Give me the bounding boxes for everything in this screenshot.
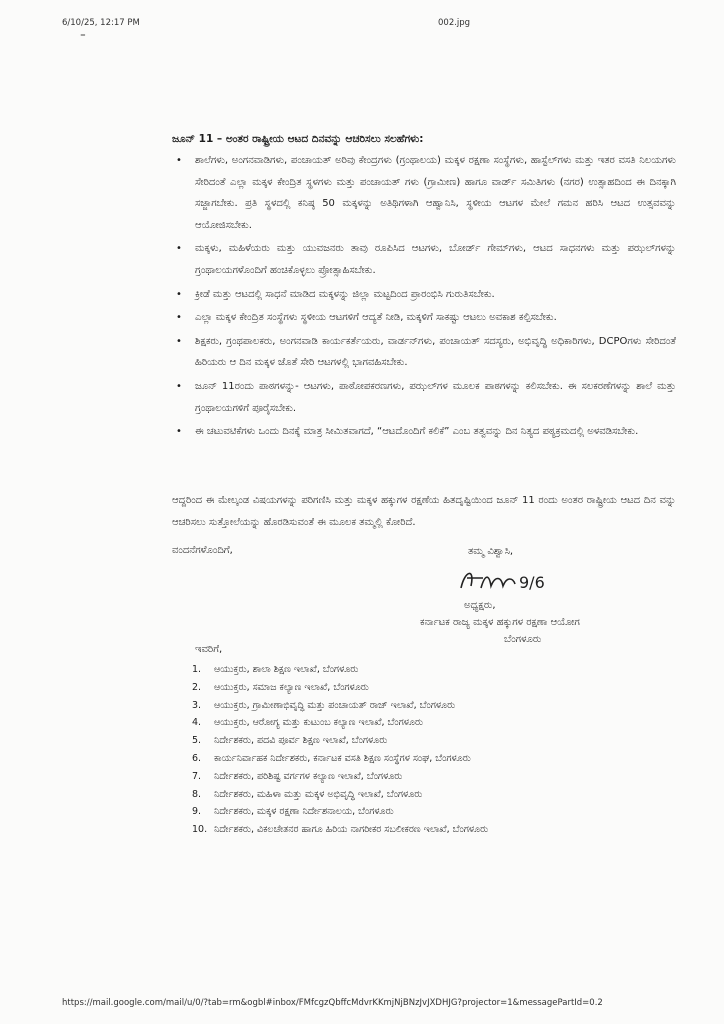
bullet-icon: • bbox=[176, 335, 182, 347]
pen-mark-icon: ⁼ bbox=[80, 30, 86, 43]
list-item: • ಕ್ರೀಡೆ ಮತ್ತು ಆಟದಲ್ಲಿ ಸಾಧನೆ ಮಾಡಿದ ಮಕ್ಕಳನ್ನು ಜಿಲ್ಲಾ ಮಟ್ಟದಿಂದ ಪ್ರಾರಂಭಿಸಿ ಗುರುತಿಸಬೇಕು. bbox=[170, 284, 676, 306]
signature-block bbox=[420, 540, 660, 650]
list-item: 9. ನಿರ್ದೇಶಕರು, ಮಕ್ಕಳ ರಕ್ಷಣಾ ನಿರ್ದೇಶನಾಲಯ, ಬೆಂಗಳೂರು bbox=[192, 806, 394, 818]
signature-icon bbox=[455, 564, 565, 600]
bullet-icon: • bbox=[176, 380, 182, 392]
list-item: 4. ಆಯುಕ್ತರು, ಆರೋಗ್ಯ ಮತ್ತು ಕುಟುಂಬ ಕಲ್ಯಾಣ ಇಲಾಖೆ, ಬೆಂಗಳೂರು bbox=[192, 717, 424, 729]
list-item: 10. ನಿರ್ದೇಶಕರು, ವಿಕಲಚೇತನರ ಹಾಗೂ ಹಿರಿಯ ನಾಗರೀಕರ ಸಬಲೀಕರಣ ಇಲಾಖೆ, ಬೆಂಗಳೂರು bbox=[192, 824, 489, 836]
list-item: • ಮಕ್ಕಳು, ಮಹಿಳೆಯರು ಮತ್ತು ಯುವಜನರು ತಾವು ರೂಪಿಸಿದ ಆಟಗಳು, ಬೋರ್ಡ್ ಗೇಮ್‌ಗಳು, ಆಟದ ಸಾಧನಗಳು ಮತ್ತು ಪಝಲ್‌ಗಳನ್ನು ಗ್ರಂಥಾಲಯಗಳೊಂದಿಗೆ ಹಂಚಿಕೊಳ್ಳಲು ಪ್ರೋತ್ಸಾಹಿಸಬೇಕು. bbox=[170, 238, 676, 281]
bullet-icon: • bbox=[176, 288, 182, 300]
list-item: 8. ನಿರ್ದೇಶಕರು, ಮಹಿಳಾ ಮತ್ತು ಮಕ್ಕಳ ಅಭಿವೃದ್ಧಿ ಇಲಾಖೆ, ಬೆಂಗಳೂರು bbox=[192, 788, 423, 800]
list-item: 1. ಆಯುಕ್ತರು, ಶಾಲಾ ಶಿಕ್ಷಣ ಇಲಾಖೆ, ಬೆಂಗಳೂರು bbox=[192, 664, 359, 675]
list-item: 3. ಆಯುಕ್ತರು, ಗ್ರಾಮೀಣಾಭಿವೃದ್ಧಿ ಮತ್ತು ಪಂಚಾಯತ್ ರಾಜ್ ಇಲಾಖೆ, ಬೆಂಗಳೂರು bbox=[192, 699, 456, 711]
print-datetime: 6/10/25, 12:17 PM bbox=[62, 18, 140, 28]
list-item: • ಜೂನ್ 11ರಂದು ಪಾಠಗಳನ್ನು- ಆಟಗಳು, ಪಾಠೋಪಕರಣಗಳು, ಪಝಲ್‌ಗಳ ಮೂಲಕ ಪಾಠಗಳನ್ನು ಕಲಿಸಬೇಕು. ಈ ಸಲಕರಣೆಗಳನ್ನು ಶಾಲೆ ಮತ್ತು ಗ್ರಂಥಾಲಯಗಳಿಗೆ ಪೂರೈಸಬೇಕು. bbox=[170, 376, 676, 419]
bullet-icon: • bbox=[176, 426, 182, 438]
section-heading: ಜೂನ್ 11 – ಅಂತರ ರಾಷ್ಟ್ರೀಯ ಆಟದ ದಿನವನ್ನು ಆಚರಿಸಲು ಸಲಹೆಗಳು: bbox=[172, 133, 424, 145]
list-item: 7. ನಿರ್ದೇಶಕರು, ಪರಿಶಿಷ್ಟ ವರ್ಗಗಳ ಕಲ್ಯಾಣ ಇಲಾಖೆ, ಬೆಂಗಳೂರು bbox=[192, 770, 403, 782]
bullet-icon: • bbox=[176, 312, 182, 324]
list-item: • ಎಲ್ಲಾ ಮಕ್ಕಳ ಕೇಂದ್ರಿತ ಸಂಸ್ಥೆಗಳು ಸ್ಥಳೀಯ ಆಟಗಳಿಗೆ ಆದ್ಯತೆ ನೀಡಿ, ಮಕ್ಕಳಿಗೆ ಸಾಕಷ್ಟು ಆಟಲು ಅವಕಾಶ ಕಲ್ಪಿಸಬೇಕು. bbox=[170, 307, 676, 329]
footer-url: https://mail.google.com/mail/u/0/?tab=rm&ogbl#inbox/FMfcgzQbffcMdvrKKmjNjBNzJvJXDHJG?projector=1&messagePartId=0.2 bbox=[62, 998, 603, 1008]
designation: ಅಧ್ಯಕ್ಷರು, bbox=[464, 600, 496, 611]
city: ಬೆಂಗಳೂರು bbox=[504, 634, 542, 645]
yours-faithfully: ತಮ್ಮ ವಿಶ್ವಾಸಿ, bbox=[468, 546, 514, 557]
list-item: 5. ನಿರ್ದೇಶಕರು, ಪದವಿ ಪೂರ್ವ ಶಿಕ್ಷಣ ಇಲಾಖೆ, ಬೆಂಗಳೂರು bbox=[192, 735, 388, 747]
organization: ಕರ್ನಾಟಕ ರಾಜ್ಯ ಮಕ್ಕಳ ಹಕ್ಕುಗಳ ರಕ್ಷಣಾ ಆಯೋಗ bbox=[420, 617, 580, 628]
closing-paragraph: ಆದ್ದರಿಂದ ಈ ಮೇಲ್ಕಂಡ ವಿಷಯಗಳನ್ನು ಪರಿಗಣಿಸಿ ಮತ್ತು ಮಕ್ಕಳ ಹಕ್ಕುಗಳ ರಕ್ಷಣೆಯ ಹಿತದೃಷ್ಟಿಯಿಂದ ಜೂನ್ 11 ರಂದು ಅಂತರ ರಾಷ್ಟ್ರೀಯ ಆಟದ ದಿನ ವನ್ನು ಆಚರಿಸಲು ಸುತ್ತೋಲೆಯನ್ನು ಹೊರಡಿಸುವಂತೆ ಈ ಮೂಲಕ ತಮ್ಮಲ್ಲಿ ಕೋರಿದೆ. bbox=[172, 495, 676, 528]
print-filename: 002.jpg bbox=[438, 18, 471, 28]
list-item: 6. ಕಾರ್ಯನಿರ್ವಾಹಕ ನಿರ್ದೇಶಕರು, ಕರ್ನಾಟಕ ವಸತಿ ಶಿಕ್ಷಣ ಸಂಸ್ಥೆಗಳ ಸಂಘ, ಬೆಂಗಳೂರು bbox=[192, 752, 471, 764]
bullet-icon: • bbox=[176, 243, 182, 255]
greeting: ವಂದನೆಗಳೊಂದಿಗೆ, bbox=[172, 545, 233, 556]
list-item: • ಶಾಲೆಗಳು, ಅಂಗನವಾಡಿಗಳು, ಪಂಚಾಯತ್ ಅರಿವು ಕೇಂದ್ರಗಳು (ಗ್ರಂಥಾಲಯ) ಮಕ್ಕಳ ರಕ್ಷಣಾ ಸಂಸ್ಥೆಗಳು, ಹಾಸ್ಟೆಲ್‌ಗಳು ಮತ್ತು ಇತರ ವಸತಿ ನಿಲಯಗಳು ಸೇರಿದಂತೆ ಎಲ್ಲಾ ಮಕ್ಕಳ ಕೇಂದ್ರಿತ ಸ್ಥಳಗಳು ಮತ್ತು ಪಂಚಾಯತ್ ಗಳು (ಗ್ರಾಮೀಣ) ಹಾಗೂ ವಾರ್ಡ್ ಸಮಿತಿಗಳು (ನಗರ) ಉತ್ಸಾಹದಿಂದ ಈ ದಿನಕ್ಕಾಗಿ ಸಜ್ಜಾಗಬೇಕು. ಪ್ರತಿ ಸ್ಥಳದಲ್ಲಿ ಕನಿಷ್ಠ 50 ಮಕ್ಕಳನ್ನು ಅತಿಥಿಗಳಾಗಿ ಆಹ್ವಾನಿಸಿ, ಸ್ಥಳೀಯ ಆಟಗಳ ಮೇಲೆ ಗಮನ ಹರಿಸಿ ಆಟದ ಉತ್ಸವವನ್ನು ಆಯೋಜಿಸಬೇಕು. bbox=[170, 150, 676, 236]
list-item: 2. ಆಯುಕ್ತರು, ಸಮಾಜ ಕಲ್ಯಾಣ ಇಲಾಖೆ, ಬೆಂಗಳೂರು bbox=[192, 681, 369, 693]
suggestion-list bbox=[170, 150, 676, 445]
cc-label: ಇವರಿಗೆ, bbox=[195, 644, 223, 655]
list-item: • ಶಿಕ್ಷಕರು, ಗ್ರಂಥಪಾಲಕರು, ಅಂಗನವಾಡಿ ಕಾರ್ಯಕರ್ತೆಯರು, ವಾರ್ಡನ್‌ಗಳು, ಪಂಚಾಯತ್ ಸದಸ್ಯರು, ಅಭಿವೃದ್ಧಿ ಅಧಿಕಾರಿಗಳು, DCPOಗಳು ಸೇರಿದಂತೆ ಹಿರಿಯರು ಆ ದಿನ ಮಕ್ಕಳ ಜೊತೆ ಸೇರಿ ಆಟಗಳಲ್ಲಿ ಭಾಗವಹಿಸಬೇಕು. bbox=[170, 331, 676, 374]
signature-date: 9/6 bbox=[519, 573, 545, 592]
list-item: • ಈ ಚಟುವಟಿಕೆಗಳು ಒಂದು ದಿನಕ್ಕೆ ಮಾತ್ರ ಸೀಮಿತವಾಗದೆ, “ಆಟದೊಂದಿಗೆ ಕಲಿಕೆ” ಎಂಬ ತತ್ವವನ್ನು ದಿನ ನಿತ್ಯದ ಪಠ್ಯಕ್ರಮದಲ್ಲಿ ಅಳವಡಿಸಬೇಕು. bbox=[170, 421, 676, 443]
bullet-icon: • bbox=[176, 155, 182, 166]
recipient-list bbox=[192, 661, 488, 839]
